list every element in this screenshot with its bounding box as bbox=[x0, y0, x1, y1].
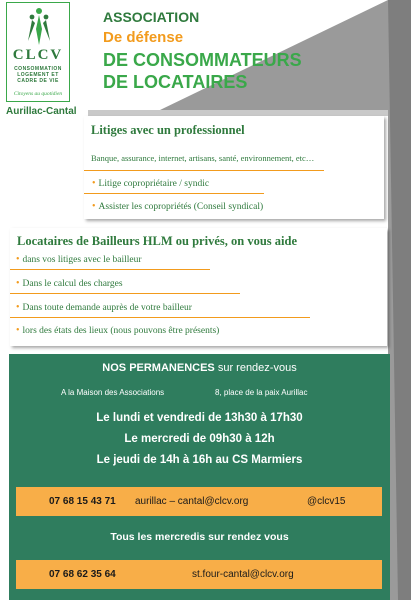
wednesdays-note: Tous les mercredis sur rendez vous bbox=[110, 531, 289, 543]
divider bbox=[10, 317, 310, 318]
divider bbox=[84, 170, 324, 171]
hours-line: Le lundi et vendredi de 13h30 à 17h30 bbox=[96, 412, 303, 424]
bullet-icon: • bbox=[16, 254, 20, 265]
permanences-title: NOS PERMANENCES sur rendez-vous bbox=[102, 362, 297, 374]
list-item: • Dans le calcul des charges bbox=[16, 278, 123, 289]
contact-bar-st-flour bbox=[16, 560, 382, 589]
logo-name: CLCV bbox=[12, 47, 64, 63]
section-professional-disputes bbox=[84, 116, 384, 219]
bullet-icon: • bbox=[92, 201, 96, 212]
domains-list: Banque, assurance, internet, artisans, santé, environnement, etc… bbox=[91, 153, 315, 163]
hours-line: Le mercredi de 09h30 à 12h bbox=[124, 433, 275, 445]
section-title: Locataires de Bailleurs HLM ou privés, on vous aide bbox=[17, 234, 297, 248]
logo-subtitle-line: LOGEMENT ET bbox=[17, 72, 59, 78]
header-line-association: ASSOCIATION bbox=[103, 9, 200, 25]
bullet-icon: • bbox=[16, 302, 20, 313]
hours-line: Le jeudi de 14h à 16h au CS Marmiers bbox=[96, 454, 303, 466]
venue-address: 8, place de la paix Aurillac bbox=[215, 388, 308, 397]
list-item: • Dans toute demande auprès de votre bailleur bbox=[16, 302, 192, 313]
bullet-icon: • bbox=[92, 178, 96, 189]
figures-logo-icon bbox=[23, 7, 55, 47]
permanences-panel bbox=[9, 354, 390, 600]
contact-bar-aurillac bbox=[16, 487, 382, 516]
logo-slogan: Citoyens au quotidien bbox=[13, 91, 63, 97]
bullet-icon: • bbox=[16, 278, 20, 289]
divider bbox=[10, 293, 240, 294]
divider bbox=[84, 193, 264, 194]
clcv-logo bbox=[6, 2, 70, 102]
list-item: • lors des états des lieux (nous pouvons être présents) bbox=[16, 325, 220, 336]
header-line-consommateurs: DE CONSOMMATEURS bbox=[103, 50, 302, 70]
logo-subtitle-line: CADRE DE VIE bbox=[17, 78, 59, 84]
section-tenants bbox=[10, 228, 387, 346]
social-handle[interactable]: @clcv15 bbox=[307, 496, 346, 507]
email-address[interactable]: aurillac – cantal@clcv.org bbox=[135, 496, 249, 507]
phone-number[interactable]: 07 68 62 35 64 bbox=[49, 569, 116, 580]
divider bbox=[10, 269, 210, 270]
email-address[interactable]: st.four-cantal@clcv.org bbox=[192, 569, 294, 580]
bullet-icon: • bbox=[16, 325, 20, 336]
list-item: • dans vos litiges avec le bailleur bbox=[16, 254, 142, 265]
section-title: Litiges avec un professionnel bbox=[91, 123, 245, 137]
header-line-defense: De défense bbox=[103, 29, 184, 46]
phone-number[interactable]: 07 68 15 43 71 bbox=[49, 496, 116, 507]
city-label: Aurillac-Cantal bbox=[6, 106, 77, 117]
logo-subtitle-line: CONSOMMATION bbox=[14, 66, 62, 72]
venue-name: A la Maison des Associations bbox=[61, 388, 165, 397]
list-item: • Assister les copropriétés (Conseil syndical) bbox=[92, 201, 264, 212]
list-item: • Litige copropriétaire / syndic bbox=[92, 178, 210, 189]
header-line-locataires: DE LOCATAIRES bbox=[103, 72, 248, 92]
